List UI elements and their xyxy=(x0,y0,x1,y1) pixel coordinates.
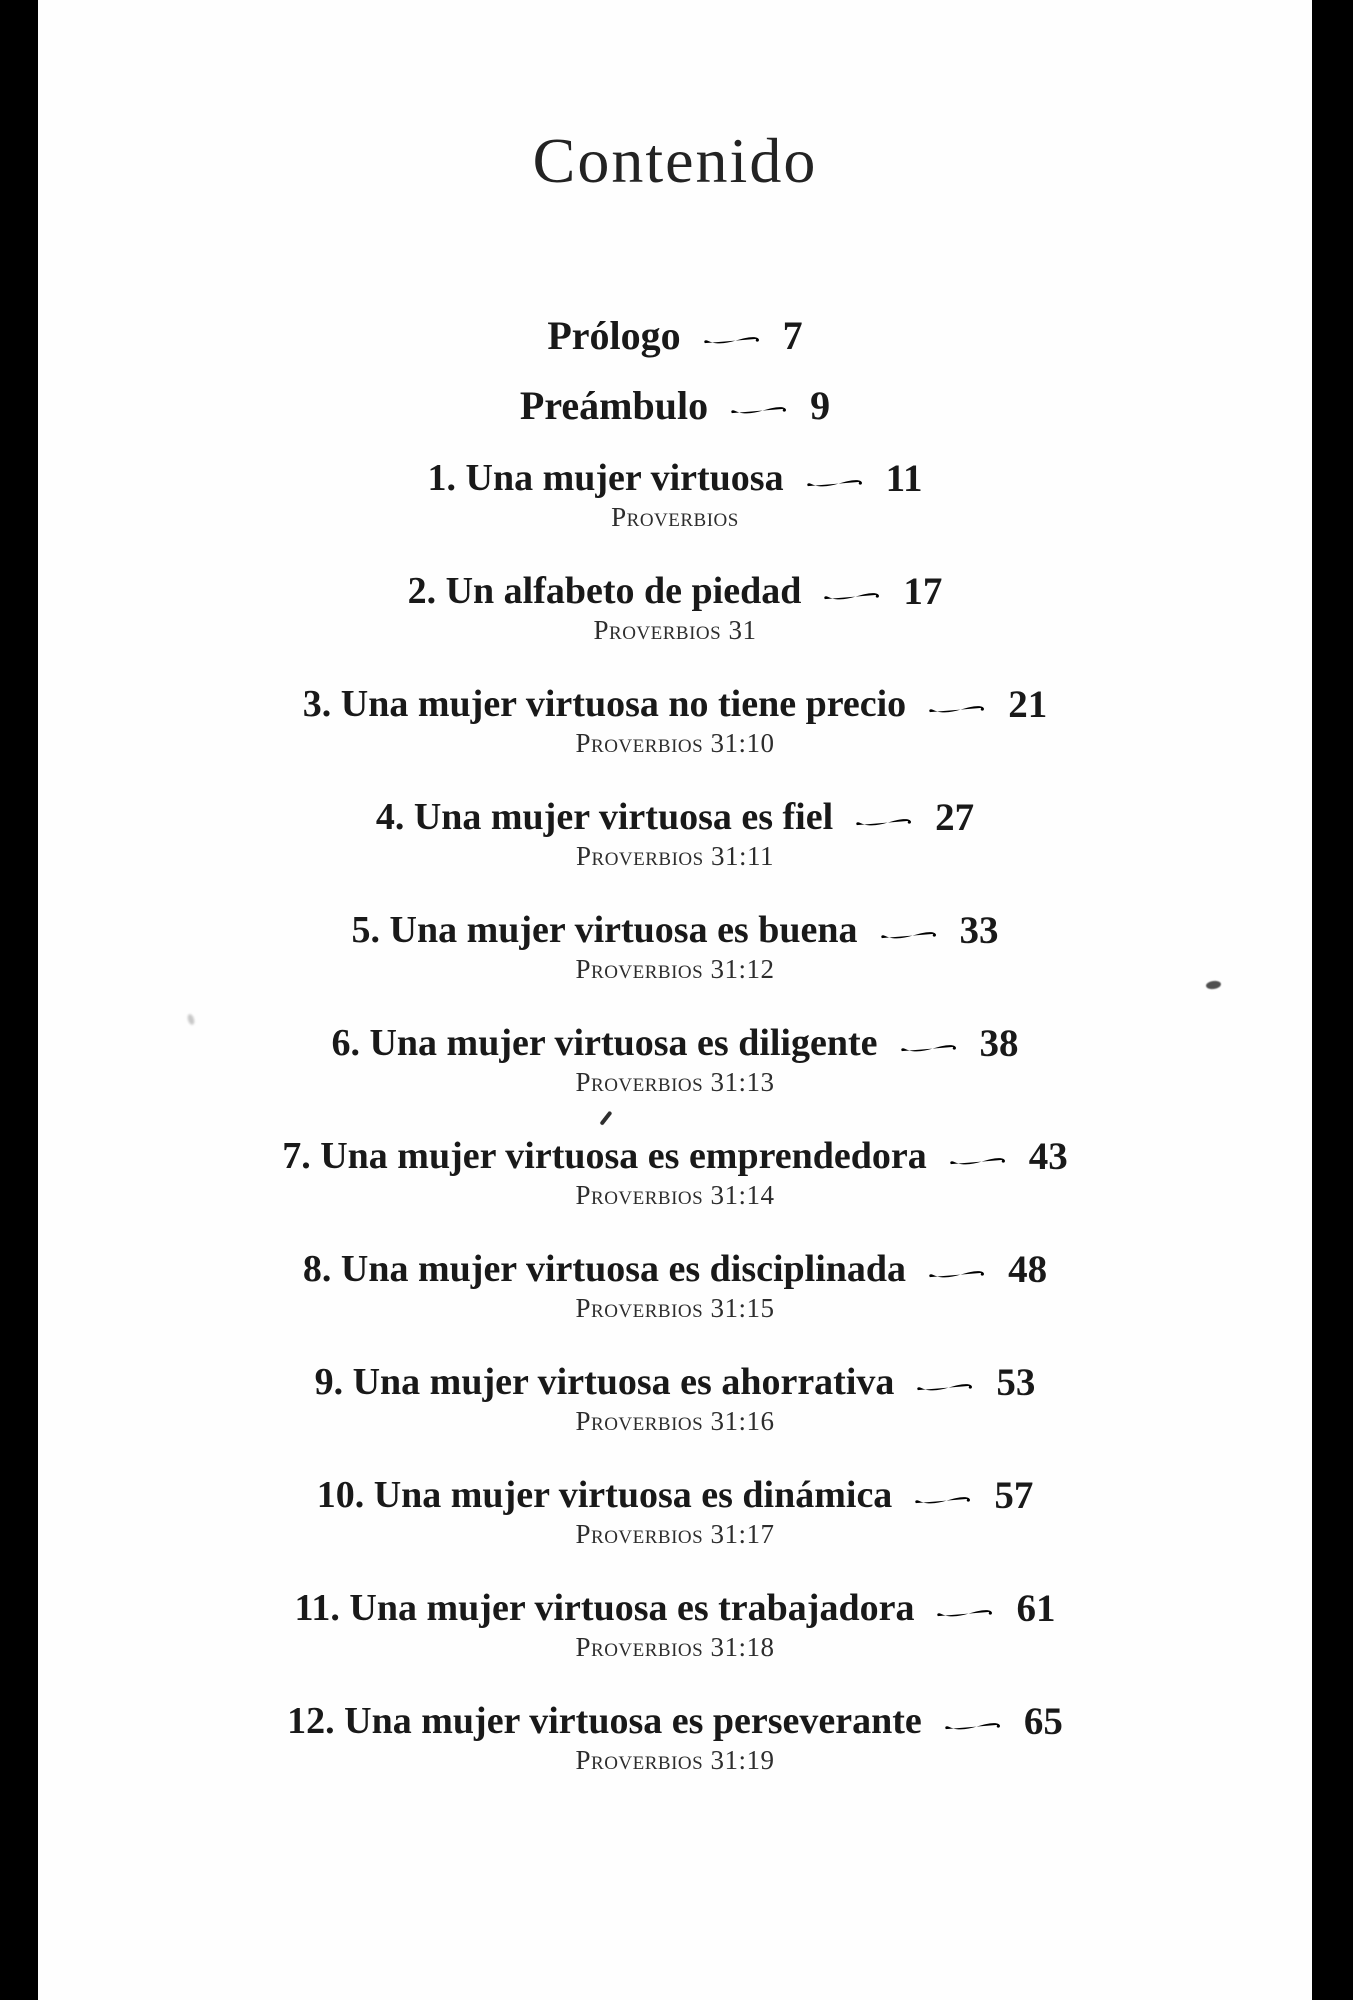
page-number: 9 xyxy=(810,382,831,428)
swash-separator-icon xyxy=(926,699,988,717)
chapter-subtitle: Proverbios 31:11 xyxy=(576,841,774,872)
toc-entry xyxy=(38,1471,1312,1551)
chapter-label: 10. Una mujer virtuosa es dinámica xyxy=(316,1474,893,1517)
toc-entry xyxy=(38,1584,1312,1664)
swash-separator-icon xyxy=(701,330,763,348)
toc-entry xyxy=(38,567,1312,647)
page-number: 43 xyxy=(1028,1134,1068,1178)
toc-entry xyxy=(38,1245,1312,1325)
page-number: 21 xyxy=(1008,682,1048,726)
chapter-subtitle: Proverbios 31:18 xyxy=(575,1632,775,1663)
page-title: Contenido xyxy=(532,125,818,196)
chapter-line xyxy=(38,1358,1312,1406)
chapter-label: 1. Una mujer virtuosa xyxy=(427,457,784,500)
chapter-subtitle: Proverbios 31:16 xyxy=(575,1406,775,1437)
chapter-label: 2. Un alfabeto de piedad xyxy=(407,570,802,613)
chapter-label: 3. Una mujer virtuosa no tiene precio xyxy=(302,683,907,726)
page-number: 38 xyxy=(979,1021,1019,1065)
page-number: 57 xyxy=(994,1473,1034,1517)
chapter-line xyxy=(38,793,1312,841)
chapter-label: 11. Una mujer virtuosa es trabajadora xyxy=(294,1587,915,1630)
page-number: 65 xyxy=(1023,1699,1063,1743)
chapter-subtitle: Proverbios 31:15 xyxy=(575,1293,775,1324)
toc-entry-label: Preámbulo xyxy=(519,382,709,428)
front-matter-list xyxy=(38,300,1312,440)
swash-separator-icon xyxy=(878,925,940,943)
chapter-label: 6. Una mujer virtuosa es diligente xyxy=(331,1022,878,1065)
chapter-label: 7. Una mujer virtuosa es emprendedora xyxy=(282,1135,927,1178)
chapter-line xyxy=(38,567,1312,615)
toc-entry-prologo xyxy=(38,300,1312,370)
chapter-subtitle: Proverbios 31:13 xyxy=(575,1067,775,1098)
chapter-label: 12. Una mujer virtuosa es perseverante xyxy=(287,1700,922,1743)
swash-separator-icon xyxy=(926,1264,988,1282)
toc-entry xyxy=(38,1132,1312,1212)
chapter-line xyxy=(38,1132,1312,1180)
page-number: 61 xyxy=(1016,1586,1056,1630)
toc-entry xyxy=(38,793,1312,873)
chapter-subtitle: Proverbios 31 xyxy=(593,615,757,646)
swash-separator-icon xyxy=(853,812,915,830)
chapter-subtitle: Proverbios 31:10 xyxy=(575,728,775,759)
page-number: 7 xyxy=(782,312,803,358)
chapter-line xyxy=(38,906,1312,954)
page-number: 33 xyxy=(959,908,999,952)
page-number: 11 xyxy=(885,456,923,500)
toc-entry xyxy=(38,1019,1312,1099)
page-number: 27 xyxy=(935,795,975,839)
chapter-line xyxy=(38,1697,1312,1745)
chapter-subtitle: Proverbios 31:14 xyxy=(575,1180,775,1211)
swash-separator-icon xyxy=(947,1151,1009,1169)
chapter-line xyxy=(38,680,1312,728)
toc-entry-preambulo xyxy=(38,370,1312,440)
chapter-line xyxy=(38,454,1312,502)
swash-separator-icon xyxy=(912,1490,974,1508)
chapter-label: 9. Una mujer virtuosa es ahorrativa xyxy=(314,1361,895,1404)
swash-separator-icon xyxy=(942,1716,1004,1734)
page-number: 48 xyxy=(1008,1247,1048,1291)
page-number: 53 xyxy=(996,1360,1036,1404)
toc-entry xyxy=(38,1358,1312,1438)
book-page xyxy=(38,0,1312,2000)
chapter-line xyxy=(38,1584,1312,1632)
swash-separator-icon xyxy=(898,1038,960,1056)
chapter-label: 4. Una mujer virtuosa es fiel xyxy=(375,796,834,839)
toc-entry xyxy=(38,1697,1312,1777)
toc-entry xyxy=(38,906,1312,986)
chapter-line xyxy=(38,1471,1312,1519)
chapter-list xyxy=(38,454,1312,1777)
chapter-label: 8. Una mujer virtuosa es disciplinada xyxy=(302,1248,907,1291)
chapter-subtitle: Proverbios xyxy=(611,502,739,533)
swash-separator-icon xyxy=(804,473,866,491)
chapter-subtitle: Proverbios 31:12 xyxy=(575,954,775,985)
toc-entry-label: Prólogo xyxy=(547,312,681,358)
chapter-label: 5. Una mujer virtuosa es buena xyxy=(351,909,858,952)
swash-separator-icon xyxy=(934,1603,996,1621)
swash-separator-icon xyxy=(728,400,790,418)
swash-separator-icon xyxy=(821,586,883,604)
page-number: 17 xyxy=(903,569,943,613)
toc-entry xyxy=(38,680,1312,760)
chapter-subtitle: Proverbios 31:17 xyxy=(575,1519,775,1550)
chapter-line xyxy=(38,1245,1312,1293)
swash-separator-icon xyxy=(914,1377,976,1395)
chapter-line xyxy=(38,1019,1312,1067)
toc-entry xyxy=(38,454,1312,534)
chapter-subtitle: Proverbios 31:19 xyxy=(575,1745,775,1776)
